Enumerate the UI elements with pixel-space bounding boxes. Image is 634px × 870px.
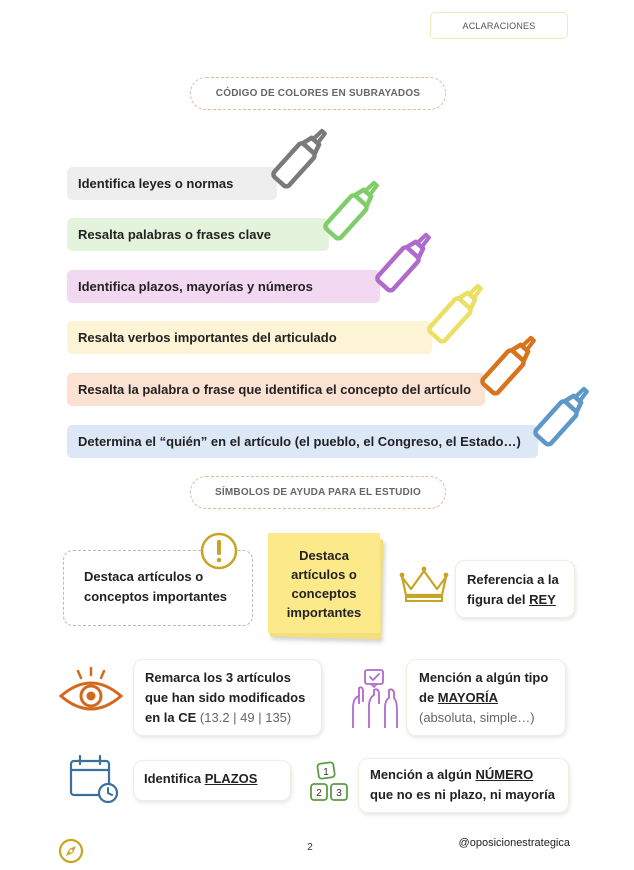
- hands-box-line1: Mención a algún tipo: [419, 670, 549, 685]
- eye-box-prefix: en la CE: [145, 710, 200, 725]
- crown-box: [455, 560, 575, 618]
- eye-box: [133, 659, 322, 736]
- sticky-note-line4: importantes: [286, 605, 362, 620]
- calendar-box-prefix: Identifica: [144, 771, 205, 786]
- calendar-box: [133, 760, 291, 801]
- highlight-row-concept: Resalta la palabra o frase que identifica el concepto del artículo: [67, 373, 485, 406]
- page-number: 2: [307, 842, 313, 853]
- crown-box-prefix: figura del: [467, 592, 530, 607]
- numbers-box-prefix: Mención a algún: [370, 767, 476, 782]
- dashed-box-line2: conceptos importantes: [84, 589, 228, 604]
- footer-handle: @oposicionestrategica: [458, 837, 570, 849]
- hands-box-prefix: de: [419, 690, 438, 705]
- sticky-note: [268, 533, 380, 633]
- highlight-row-verbs: Resalta verbos importantes del articulado: [67, 321, 432, 354]
- highlight-row-deadlines: Identifica plazos, mayorías y números: [67, 270, 380, 303]
- number-blocks-icon: [306, 760, 354, 806]
- numbers-box-line2: que no es ni plazo, ni mayoría: [370, 787, 555, 802]
- eye-box-line2: que han sido modificados: [145, 690, 306, 705]
- crown-box-line1: Referencia a la: [467, 572, 559, 587]
- sticky-note-line1: Destaca: [299, 548, 349, 563]
- raised-hands-vote-icon: [349, 668, 401, 730]
- block-number-1: 1: [323, 767, 329, 778]
- sticky-note-line2: artículos o: [291, 567, 357, 582]
- highlight-row-laws: Identifica leyes o normas: [67, 167, 277, 200]
- highlight-row-keywords: Resalta palabras o frases clave: [67, 218, 329, 251]
- hands-box-line3: (absoluta, simple…): [419, 710, 535, 725]
- calendar-box-emph: PLAZOS: [204, 771, 258, 786]
- eye-icon: [58, 664, 124, 716]
- crown-icon: [396, 563, 452, 605]
- eye-box-articles: (13.2 | 49 | 135): [199, 710, 292, 725]
- dashed-box-line1: Destaca artículos o: [84, 569, 204, 584]
- section-title-symbols: SÍMBOLOS DE AYUDA PARA EL ESTUDIO: [190, 476, 446, 509]
- crown-box-emph: REY: [529, 592, 556, 607]
- highlighter-blue-icon: [524, 376, 604, 452]
- section-title-colors: CÓDIGO DE COLORES EN SUBRAYADOS: [190, 77, 446, 110]
- calendar-clock-icon: [68, 753, 120, 805]
- block-number-3: 3: [336, 788, 342, 799]
- warning-circle-icon: [198, 530, 240, 572]
- section-tag: ACLARACIONES: [430, 12, 568, 39]
- hands-box-emph: MAYORÍA: [437, 690, 498, 705]
- highlight-row-who: Determina el “quién” en el artículo (el pueblo, el Congreso, el Estado…): [67, 425, 538, 458]
- hands-box: [406, 659, 566, 736]
- numbers-box: [358, 758, 569, 813]
- eye-box-line1: Remarca los 3 artículos: [145, 670, 291, 685]
- sticky-note-line3: conceptos: [291, 586, 357, 601]
- compass-logo-icon: [58, 838, 84, 864]
- block-number-2: 2: [316, 788, 322, 799]
- numbers-box-emph: NÚMERO: [475, 767, 534, 782]
